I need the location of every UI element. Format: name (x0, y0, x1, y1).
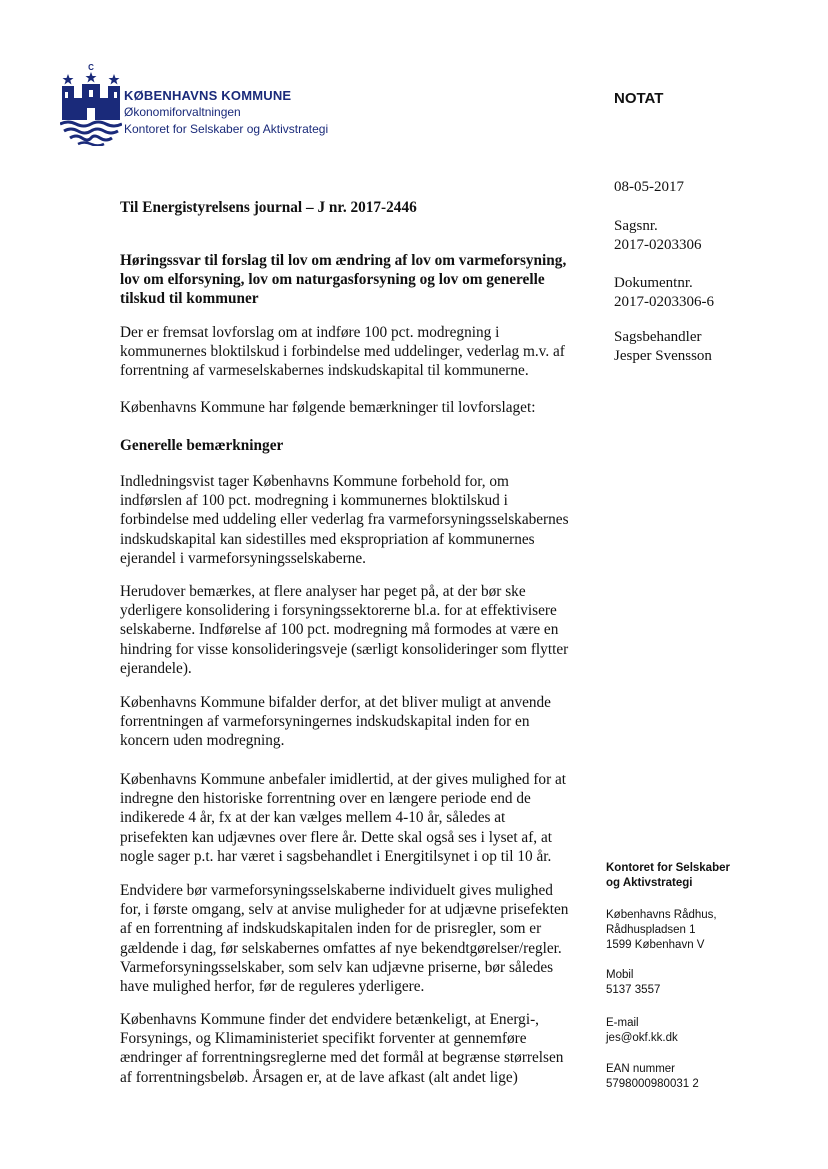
document-label: Dokumentnr. (614, 275, 693, 291)
subject-heading: Høringssvar til forslag til lov om ændring af lov om varmeforsyning, lov om elforsyning, lov om naturgasforsyning og lov om generelle tilskud til kommuner (120, 252, 567, 308)
paragraph-5: Københavns Kommune bifalder derfor, at det bliver muligt at anvende forrentningen af varmeforsyningernes indskudskapital inden for en koncern uden modregning. (120, 694, 551, 750)
org-name: KØBENHAVNS KOMMUNE (124, 88, 292, 103)
address-line-3: 1599 København V (606, 939, 705, 951)
paragraph-1: Der er fremsat lovforslag om at indføre 100 pct. modregning i kommunernes bloktilskud i forbindelse med uddelinger, vederlag m.v. af forrentning af varmeselskabernes indskudskapital til kommunerne. (120, 324, 565, 380)
address-line-1: Københavns Rådhus, (606, 909, 717, 921)
mobile-label: Mobil (606, 969, 634, 981)
office-name: Kontoret for Selskaber og Aktivstrategi (124, 122, 329, 136)
journal-reference: Til Energistyrelsens journal – J nr. 2017-2446 (120, 199, 417, 216)
office-line-1: Kontoret for Selskaber (606, 862, 730, 874)
document-number: 2017-0203306-6 (614, 294, 714, 310)
ean-label: EAN nummer (606, 1063, 676, 1075)
paragraph-4: Herudover bemærkes, at flere analyser har peget på, at der bør ske yderligere konsolidering i forsyningssektorerne bl.a. for at effektivisere selskaberne. Indførelse af 100 pct. modregning må formodes at være en hindring for visse konsolideringsveje (særligt konsolideringer som flytter ejerandele). (120, 583, 569, 677)
doc-date: 08-05-2017 (614, 179, 684, 195)
address-line-2: Rådhuspladsen 1 (606, 924, 696, 936)
paragraph-7: Endvidere bør varmeforsyningsselskaberne individuelt gives mulighed for, i første omgang, selv at anvise muligheder for at udjævne prisefekten af en forrentning af indskudskapitalen inden for de prisregler, som er gældende i dag, før selskabernes omfattes af nye bekendtgørelser/regler. Varmeforsyningsselskaber, som selv kan udjævne priserne, bør således have mulighed herfor, før de reguleres yderligere. (120, 882, 569, 996)
document-number-block (614, 274, 714, 312)
office-contact-heading (606, 861, 730, 891)
department-name: Økonomiforvaltningen (124, 105, 241, 119)
case-number-block (614, 217, 702, 255)
handler-label: Sagsbehandler (614, 329, 702, 345)
paragraph-2: Københavns Kommune har følgende bemærkninger til lovforslaget: (120, 399, 536, 416)
ean-block (606, 1062, 699, 1092)
case-label: Sagsnr. (614, 218, 658, 234)
handler-name: Jesper Svensson (614, 348, 712, 364)
mobile-block (606, 968, 660, 998)
mobile-number: 5137 3557 (606, 984, 661, 996)
paragraph-3: Indledningsvist tager Københavns Kommune forbehold for, om indførslen af 100 pct. modregning i kommunernes bloktilskud i forbindelse med uddeling eller vederlag fra varmeforsyningsselskabernes indskudskapital kan sidestilles med ekspropriation af kommunernes ejerandel i varmeforsyningsselskaberne. (120, 473, 569, 567)
ean-number: 5798000980031 2 (606, 1078, 699, 1090)
paragraph-8: Københavns Kommune finder det endvidere betænkeligt, at Energi-, Forsynings, og Klimaministeriet specifikt forventer at gennemføre ændringer af forrentningsreglerne med det formål at begrænse størrelsen af forrentningsbeløb. Årsagen er, at de lave afkast (alt andet lige) (120, 1011, 564, 1086)
office-line-2: og Aktivstrategi (606, 877, 693, 889)
email-address[interactable]: jes@okf.kk.dk (606, 1032, 678, 1044)
doc-type: NOTAT (614, 90, 664, 107)
email-block (606, 1016, 678, 1046)
address-block (606, 908, 717, 953)
organization-block (124, 88, 328, 138)
email-label: E-mail (606, 1017, 639, 1029)
logo-letter: C (88, 63, 94, 72)
copenhagen-coat-of-arms-logo (60, 62, 122, 146)
case-number: 2017-0203306 (614, 237, 702, 253)
handler-block (614, 328, 712, 366)
section-heading: Generelle bemærkninger (120, 437, 284, 454)
paragraph-6: Københavns Kommune anbefaler imidlertid, at der gives mulighed for at indregne den historiske forrentning over en længere periode end de indikerede 4 år, fx at der kan vælges mellem 4-10 år, således at prisefekten kan udjævnes over flere år. Dette skal også ses i lyset af, at nogle sager p.t. har været i sagsbehandlet i Energitilsynet i op til 10 år. (120, 771, 567, 865)
